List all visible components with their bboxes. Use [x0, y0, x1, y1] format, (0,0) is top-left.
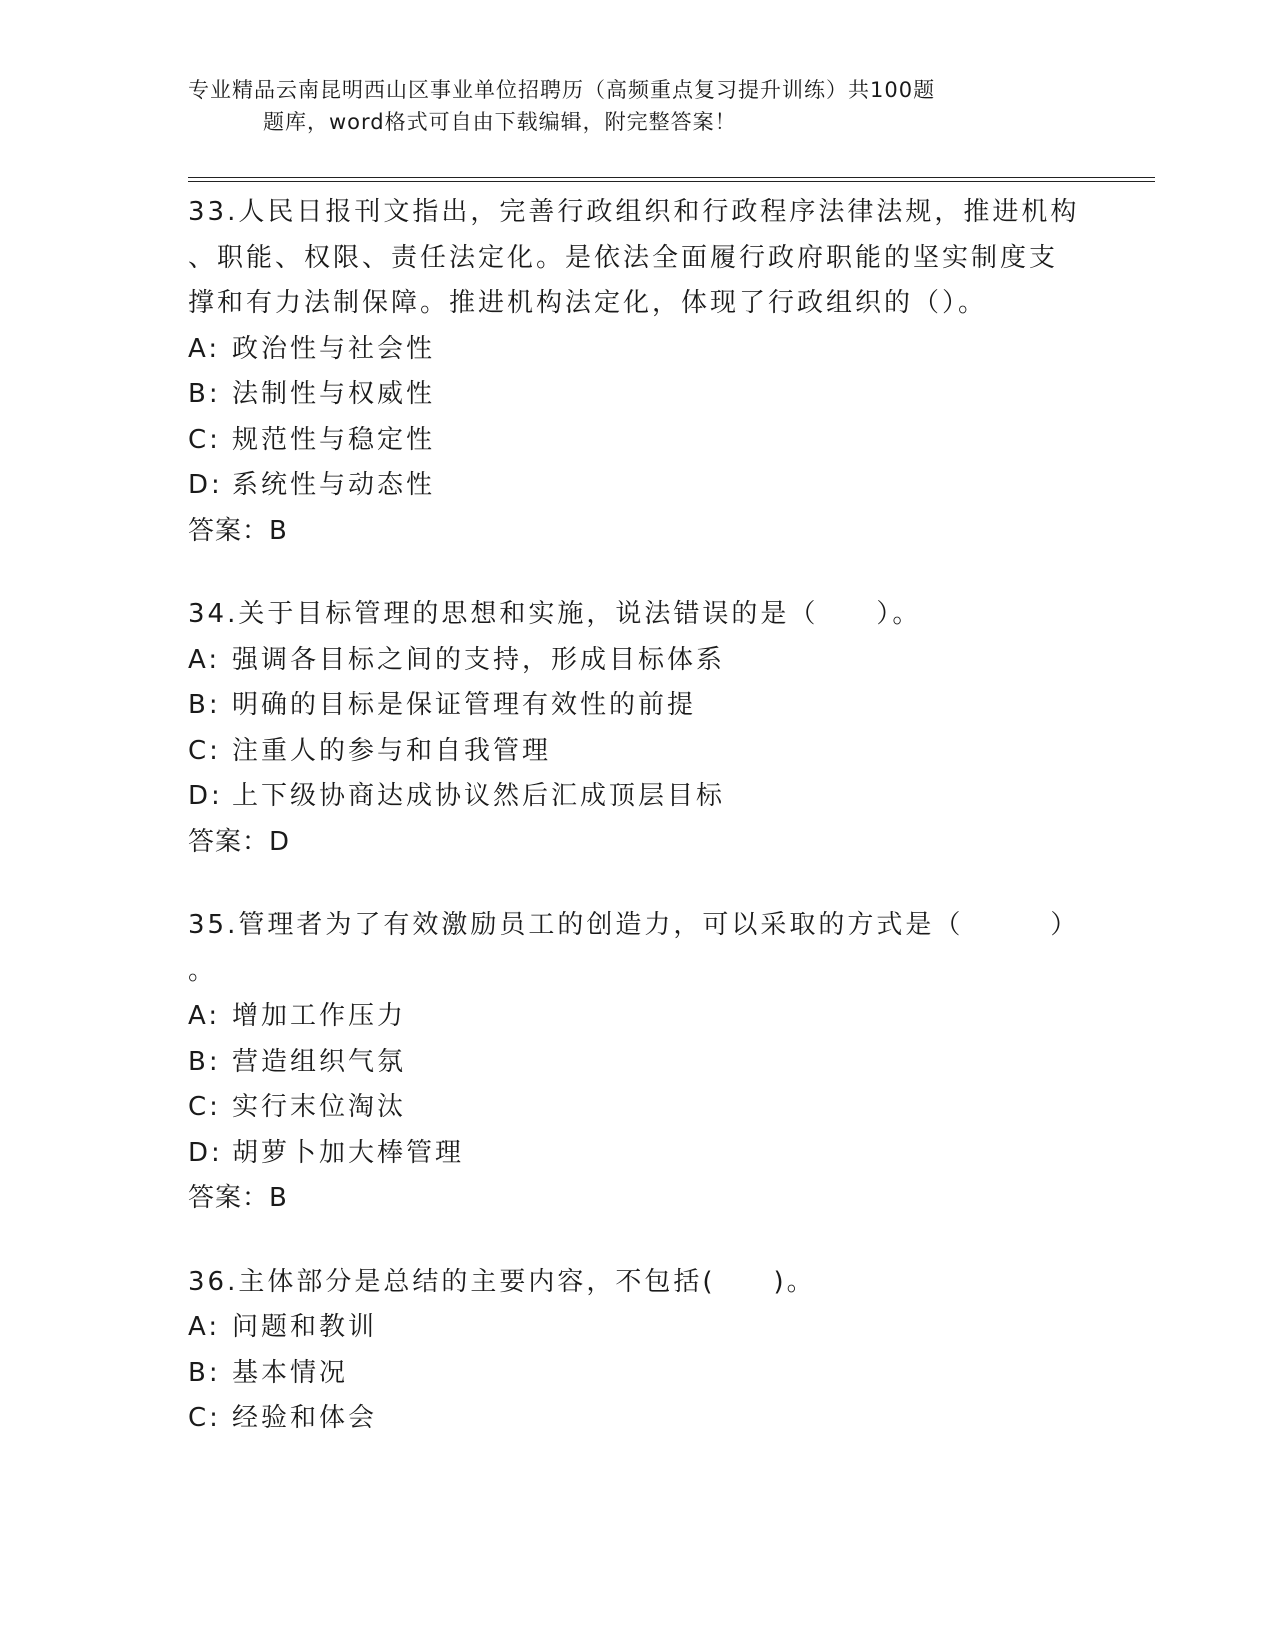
option-text: 强调各目标之间的支持，形成目标体系	[232, 644, 726, 675]
option-a	[188, 638, 1088, 684]
option-text: 注重人的参与和自我管理	[232, 735, 552, 766]
option-a	[188, 994, 1088, 1040]
option-c	[188, 729, 1088, 775]
option-a	[188, 327, 1088, 373]
header-rule-bottom	[188, 181, 1155, 182]
question-34	[188, 592, 1088, 865]
option-c	[188, 1085, 1088, 1131]
option-text: 增加工作压力	[232, 1001, 407, 1031]
header-line-1: 专业精品云南昆明西山区事业单位招聘历（高频重点复习提升训练）共100题	[188, 78, 936, 102]
option-key: C:	[188, 1403, 221, 1433]
option-d	[188, 774, 1088, 820]
option-text: 上下级协商达成协议然后汇成顶层目标	[232, 781, 726, 811]
option-text: 问题和教训	[232, 1312, 378, 1342]
answer-line: 答案：B	[188, 1183, 288, 1213]
question-stem-line: 35.管理者为了有效激励员工的创造力，可以采取的方式是（ ）	[188, 910, 1080, 940]
option-key: B:	[188, 379, 221, 409]
option-text: 经验和体会	[232, 1403, 378, 1433]
option-text: 基本情况	[232, 1357, 349, 1388]
option-key: D:	[188, 470, 223, 500]
question-stem-line: 36.主体部分是总结的主要内容，不包括( )。	[188, 1266, 816, 1297]
option-key: D:	[188, 1137, 223, 1168]
option-text: 胡萝卜加大棒管理	[232, 1137, 465, 1168]
option-key: A:	[188, 1001, 221, 1031]
option-key: C:	[188, 1092, 221, 1122]
option-key: C:	[188, 735, 221, 766]
question-list	[188, 190, 1088, 1480]
option-b	[188, 1040, 1088, 1086]
option-text: 明确的目标是保证管理有效性的前提	[232, 690, 697, 720]
option-key: B:	[188, 1357, 221, 1388]
option-text: 实行末位淘汰	[232, 1092, 407, 1122]
option-key: B:	[188, 1046, 221, 1077]
header-rule-top	[188, 177, 1155, 178]
option-key: A:	[188, 644, 221, 675]
option-d	[188, 463, 1088, 509]
header-line-2: 题库，word格式可自由下载编辑，附完整答案！	[263, 110, 737, 134]
option-key: A:	[188, 333, 221, 364]
option-text: 政治性与社会性	[232, 333, 436, 364]
option-a	[188, 1305, 1088, 1351]
question-35	[188, 903, 1088, 1222]
answer-line: 答案：D	[188, 826, 291, 857]
option-b	[188, 372, 1088, 418]
question-36	[188, 1260, 1088, 1442]
option-key: A:	[188, 1312, 221, 1342]
option-key: C:	[188, 424, 221, 455]
document-header	[188, 74, 1048, 138]
option-key: D:	[188, 781, 223, 811]
question-stem-line: 。	[188, 955, 218, 986]
answer-line: 答案：B	[188, 515, 288, 546]
option-text: 法制性与权威性	[232, 379, 436, 409]
option-d	[188, 1131, 1088, 1177]
question-33	[188, 190, 1088, 554]
option-text: 系统性与动态性	[232, 470, 436, 500]
option-b	[188, 683, 1088, 729]
option-c	[188, 418, 1088, 464]
option-text: 营造组织气氛	[232, 1046, 407, 1077]
question-stem-line: 34.关于目标管理的思想和实施，说法错误的是（ ）。	[188, 599, 922, 629]
question-stem-line: 33.人民日报刊文指出，完善行政组织和行政程序法律法规，推进机构	[188, 197, 1080, 227]
option-b	[188, 1351, 1088, 1397]
question-stem-line: 、职能、权限、责任法定化。是依法全面履行政府职能的坚实制度支	[188, 242, 1059, 273]
option-c	[188, 1396, 1088, 1442]
question-stem-line: 撑和有力法制保障。推进机构法定化，体现了行政组织的（）。	[188, 288, 988, 318]
option-text: 规范性与稳定性	[232, 424, 436, 455]
option-key: B:	[188, 690, 221, 720]
